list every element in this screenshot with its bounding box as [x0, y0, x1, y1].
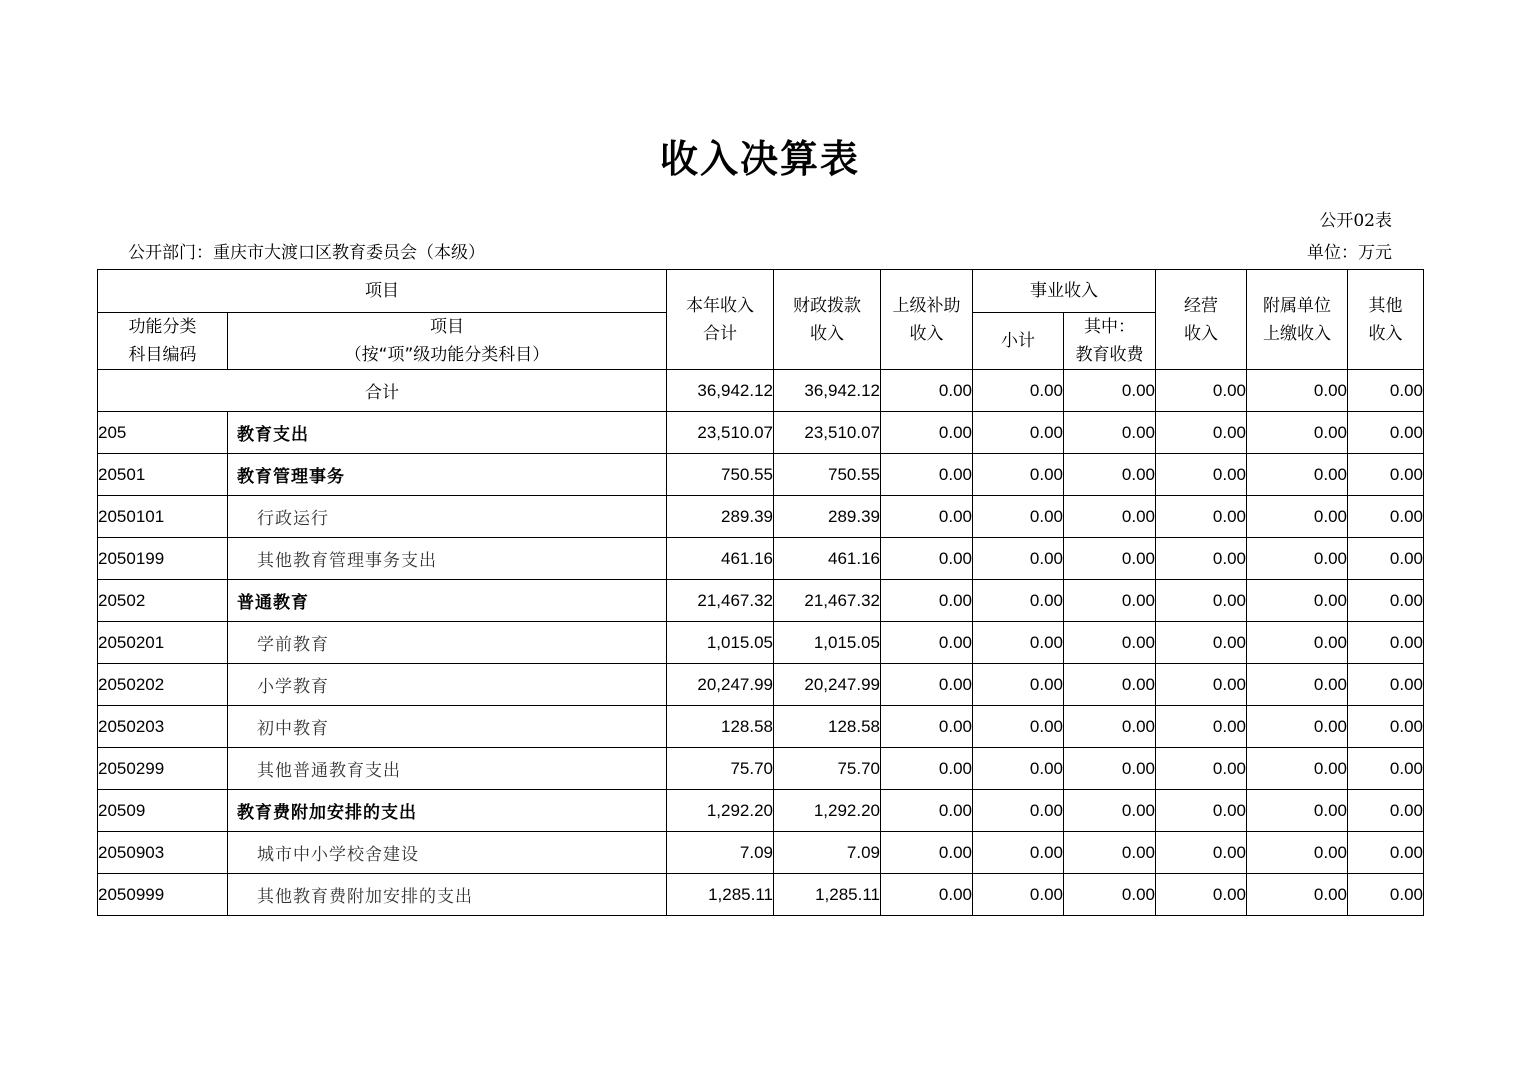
amount-cell: 0.00 [1247, 664, 1348, 706]
header-career-edu-fee: 其中： 教育收费 [1064, 313, 1156, 370]
amount-cell: 0.00 [881, 454, 973, 496]
department-label: 公开部门：重庆市大渡口区教育委员会（本级） [128, 243, 485, 263]
amount-cell: 1,015.05 [774, 622, 881, 664]
amount-cell: 0.00 [1348, 748, 1424, 790]
subject-name: 初中教育 [228, 706, 667, 748]
amount-cell: 0.00 [973, 496, 1064, 538]
amount-cell: 1,292.20 [774, 790, 881, 832]
table-row [98, 622, 1424, 664]
subject-name: 学前教育 [228, 622, 667, 664]
subject-code: 2050203 [98, 706, 228, 748]
header-upper: 上级补助 收入 [881, 270, 973, 370]
amount-cell: 0.00 [1156, 454, 1247, 496]
amount-cell: 0.00 [1348, 874, 1424, 916]
amount-cell: 750.55 [774, 454, 881, 496]
amount-cell: 0.00 [1348, 496, 1424, 538]
amount-cell: 0.00 [1247, 790, 1348, 832]
table-row [98, 706, 1424, 748]
subject-name: 行政运行 [228, 496, 667, 538]
amount-cell: 0.00 [1247, 748, 1348, 790]
amount-cell: 0.00 [1156, 790, 1247, 832]
amount-cell: 0.00 [973, 748, 1064, 790]
amount-cell: 0.00 [881, 664, 973, 706]
amount-cell: 0.00 [1064, 496, 1156, 538]
amount-cell: 0.00 [1156, 664, 1247, 706]
amount-cell: 21,467.32 [774, 580, 881, 622]
amount-cell: 0.00 [1247, 580, 1348, 622]
amount-cell: 0.00 [881, 496, 973, 538]
amount-cell: 0.00 [881, 874, 973, 916]
amount-cell: 128.58 [774, 706, 881, 748]
subject-name: 其他教育费附加安排的支出 [228, 874, 667, 916]
amount-cell: 0.00 [1247, 706, 1348, 748]
subject-code: 20509 [98, 790, 228, 832]
table-row [98, 748, 1424, 790]
header-code: 功能分类 科目编码 [98, 313, 228, 370]
amount-cell: 75.70 [667, 748, 774, 790]
subject-name: 普通教育 [228, 580, 667, 622]
table-row [98, 664, 1424, 706]
subject-code: 2050999 [98, 874, 228, 916]
amount-cell: 0.00 [1156, 832, 1247, 874]
table-row [98, 874, 1424, 916]
amount-cell: 0.00 [973, 664, 1064, 706]
subject-code: 20502 [98, 580, 228, 622]
total-cell: 0.00 [1348, 370, 1424, 412]
total-cell: 0.00 [1156, 370, 1247, 412]
amount-cell: 0.00 [1247, 832, 1348, 874]
header-career-group: 事业收入 [973, 270, 1156, 313]
amount-cell: 23,510.07 [774, 412, 881, 454]
header-operating: 经营 收入 [1156, 270, 1247, 370]
amount-cell: 0.00 [1064, 748, 1156, 790]
subject-name: 小学教育 [228, 664, 667, 706]
amount-cell: 0.00 [1247, 874, 1348, 916]
total-cell: 36,942.12 [667, 370, 774, 412]
income-table [97, 269, 1424, 916]
amount-cell: 0.00 [1348, 706, 1424, 748]
amount-cell: 1,292.20 [667, 790, 774, 832]
amount-cell: 20,247.99 [667, 664, 774, 706]
subject-code: 2050101 [98, 496, 228, 538]
amount-cell: 0.00 [1064, 580, 1156, 622]
header-total: 本年收入 合计 [667, 270, 774, 370]
total-cell: 0.00 [973, 370, 1064, 412]
amount-cell: 20,247.99 [774, 664, 881, 706]
form-number: 公开02表 [1319, 211, 1392, 231]
total-cell: 0.00 [1064, 370, 1156, 412]
amount-cell: 0.00 [881, 412, 973, 454]
amount-cell: 75.70 [774, 748, 881, 790]
unit-label: 单位：万元 [1307, 243, 1392, 263]
amount-cell: 0.00 [1348, 622, 1424, 664]
amount-cell: 0.00 [1064, 454, 1156, 496]
amount-cell: 0.00 [1247, 622, 1348, 664]
amount-cell: 461.16 [774, 538, 881, 580]
amount-cell: 0.00 [881, 790, 973, 832]
amount-cell: 0.00 [881, 580, 973, 622]
amount-cell: 0.00 [973, 790, 1064, 832]
amount-cell: 0.00 [1064, 412, 1156, 454]
subject-code: 2050199 [98, 538, 228, 580]
header-name: 项目 （按“项”级功能分类科目） [228, 313, 667, 370]
amount-cell: 0.00 [1348, 412, 1424, 454]
amount-cell: 0.00 [1064, 538, 1156, 580]
amount-cell: 0.00 [1064, 874, 1156, 916]
amount-cell: 1,285.11 [774, 874, 881, 916]
amount-cell: 0.00 [881, 538, 973, 580]
total-label: 合计 [98, 370, 667, 412]
amount-cell: 0.00 [1348, 454, 1424, 496]
table-row [98, 454, 1424, 496]
subject-code: 205 [98, 412, 228, 454]
amount-cell: 0.00 [973, 412, 1064, 454]
subject-code: 2050201 [98, 622, 228, 664]
header-other: 其他 收入 [1348, 270, 1424, 370]
header-career-subtotal: 小计 [973, 313, 1064, 370]
header-fiscal: 财政拨款 收入 [774, 270, 881, 370]
amount-cell: 0.00 [1348, 664, 1424, 706]
amount-cell: 0.00 [1064, 790, 1156, 832]
amount-cell: 750.55 [667, 454, 774, 496]
amount-cell: 0.00 [1156, 538, 1247, 580]
amount-cell: 0.00 [973, 706, 1064, 748]
header-project-group: 项目 [98, 270, 667, 313]
table-row [98, 538, 1424, 580]
amount-cell: 0.00 [1348, 538, 1424, 580]
amount-cell: 0.00 [1247, 496, 1348, 538]
amount-cell: 0.00 [1156, 748, 1247, 790]
amount-cell: 0.00 [973, 874, 1064, 916]
table-row [98, 790, 1424, 832]
amount-cell: 0.00 [1156, 706, 1247, 748]
amount-cell: 128.58 [667, 706, 774, 748]
amount-cell: 289.39 [667, 496, 774, 538]
table-row [98, 580, 1424, 622]
amount-cell: 0.00 [973, 538, 1064, 580]
amount-cell: 0.00 [881, 706, 973, 748]
amount-cell: 0.00 [1156, 874, 1247, 916]
subject-code: 2050299 [98, 748, 228, 790]
subject-name: 教育支出 [228, 412, 667, 454]
amount-cell: 0.00 [973, 454, 1064, 496]
total-cell: 0.00 [1247, 370, 1348, 412]
amount-cell: 0.00 [1156, 496, 1247, 538]
amount-cell: 1,015.05 [667, 622, 774, 664]
table-row [98, 832, 1424, 874]
amount-cell: 0.00 [1348, 580, 1424, 622]
subject-name: 其他教育管理事务支出 [228, 538, 667, 580]
table-row [98, 496, 1424, 538]
subject-code: 2050903 [98, 832, 228, 874]
amount-cell: 0.00 [973, 622, 1064, 664]
header-affiliated: 附属单位 上缴收入 [1247, 270, 1348, 370]
amount-cell: 1,285.11 [667, 874, 774, 916]
amount-cell: 0.00 [1348, 790, 1424, 832]
amount-cell: 23,510.07 [667, 412, 774, 454]
subject-code: 2050202 [98, 664, 228, 706]
amount-cell: 0.00 [881, 748, 973, 790]
total-row [98, 370, 1424, 412]
amount-cell: 0.00 [1348, 832, 1424, 874]
amount-cell: 0.00 [1247, 454, 1348, 496]
subject-name: 教育费附加安排的支出 [228, 790, 667, 832]
amount-cell: 0.00 [973, 832, 1064, 874]
amount-cell: 0.00 [1156, 412, 1247, 454]
amount-cell: 289.39 [774, 496, 881, 538]
amount-cell: 0.00 [1156, 622, 1247, 664]
amount-cell: 21,467.32 [667, 580, 774, 622]
subject-name: 城市中小学校舍建设 [228, 832, 667, 874]
amount-cell: 0.00 [1156, 580, 1247, 622]
amount-cell: 7.09 [774, 832, 881, 874]
amount-cell: 461.16 [667, 538, 774, 580]
total-cell: 36,942.12 [774, 370, 881, 412]
amount-cell: 0.00 [881, 832, 973, 874]
amount-cell: 0.00 [1064, 706, 1156, 748]
subject-code: 20501 [98, 454, 228, 496]
subject-name: 其他普通教育支出 [228, 748, 667, 790]
table-row [98, 412, 1424, 454]
amount-cell: 0.00 [1247, 412, 1348, 454]
amount-cell: 0.00 [1247, 538, 1348, 580]
page-title: 收入决算表 [659, 137, 860, 181]
amount-cell: 0.00 [1064, 832, 1156, 874]
amount-cell: 0.00 [973, 580, 1064, 622]
amount-cell: 0.00 [1064, 664, 1156, 706]
amount-cell: 7.09 [667, 832, 774, 874]
subject-name: 教育管理事务 [228, 454, 667, 496]
amount-cell: 0.00 [881, 622, 973, 664]
amount-cell: 0.00 [1064, 622, 1156, 664]
total-cell: 0.00 [881, 370, 973, 412]
